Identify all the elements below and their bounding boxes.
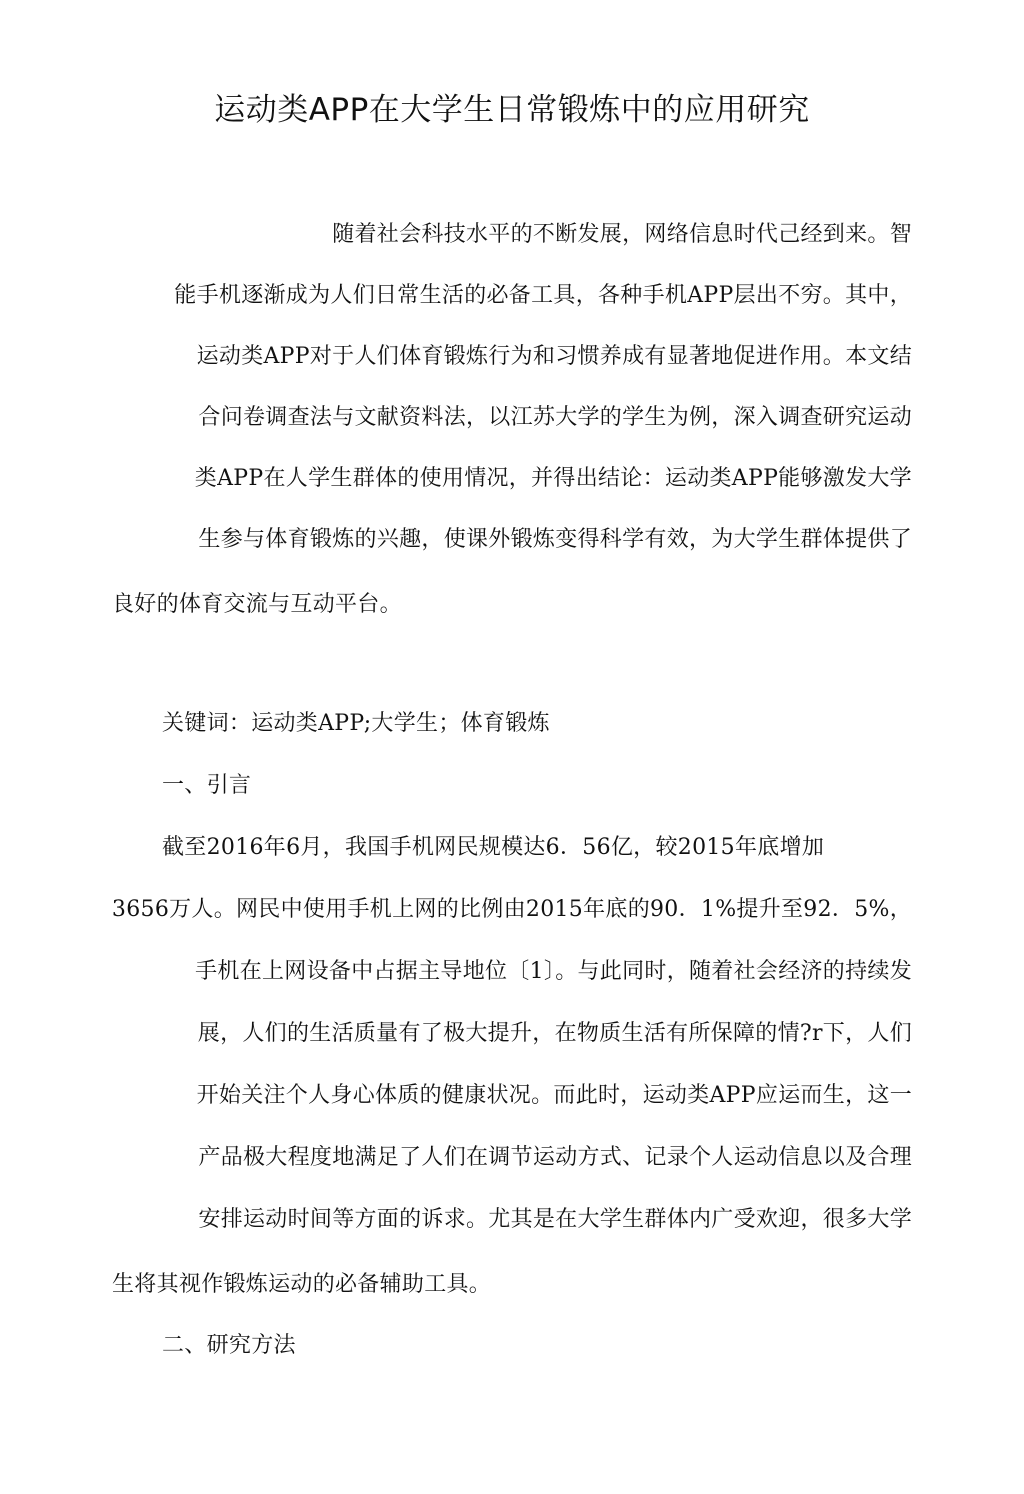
abstract-line: 能手机逐渐成为人们日常生活的必备工具，各种手机APP层出不穷。其中， <box>174 283 912 308</box>
intro-line: 手机在上网设备中占据主导地位〔1〕。与此同时，随着社会经济的持续发 <box>195 959 912 984</box>
abstract-line: 良好的体育交流与互动平台。 <box>112 592 402 617</box>
intro-line: 3656万人。网民中使用手机上网的比例由2015年底的90．1%提升至92．5%， <box>111 897 912 922</box>
abstract-line: 随着社会科技水平的不断发展，网络信息时代己经到来。智 <box>332 222 912 247</box>
intro-line: 产品极大程度地满足了人们在调节运动方式、记录个人运动信息以及合理 <box>198 1145 912 1170</box>
section-heading-methods: 二、研究方法 <box>162 1333 296 1358</box>
intro-line: 截至2016年6月，我国手机网民规模达6．56亿，较2015年底增加 <box>162 835 825 860</box>
intro-line: 展，人们的生活质量有了极大提升，在物质生活有所保障的情?r下，人们 <box>197 1021 912 1046</box>
abstract-line: 生参与体育锻炼的兴趣，使课外锻炼变得科学有效，为大学生群体提供了 <box>198 527 912 552</box>
section-heading-introduction: 一、引言 <box>162 773 252 798</box>
keywords: 关键词：运动类APP;大学生；体育锻炼 <box>162 711 550 736</box>
intro-line: 生将其视作锻炼运动的必备辅助工具。 <box>112 1272 492 1297</box>
abstract-line: 运动类APP对于人们体育锻炼行为和习惯养成有显著地促进作用。本文结 <box>196 344 912 369</box>
intro-line: 开始关注个人身心体质的健康状况。而此时，运动类APP应运而生，这一 <box>196 1083 912 1108</box>
intro-line: 安排运动时间等方面的诉求。尤其是在大学生群体内广受欢迎，很多大学 <box>198 1207 912 1232</box>
abstract-line: 类APP在人学生群体的使用情况，并得出结论：运动类APP能够激发大学 <box>194 466 912 491</box>
abstract-line: 合问卷调查法与文献资料法，以江苏大学的学生为例，深入调查研究运动 <box>198 405 912 430</box>
document-title: 运动类APP在大学生日常锻炼中的应用研究 <box>214 92 810 128</box>
